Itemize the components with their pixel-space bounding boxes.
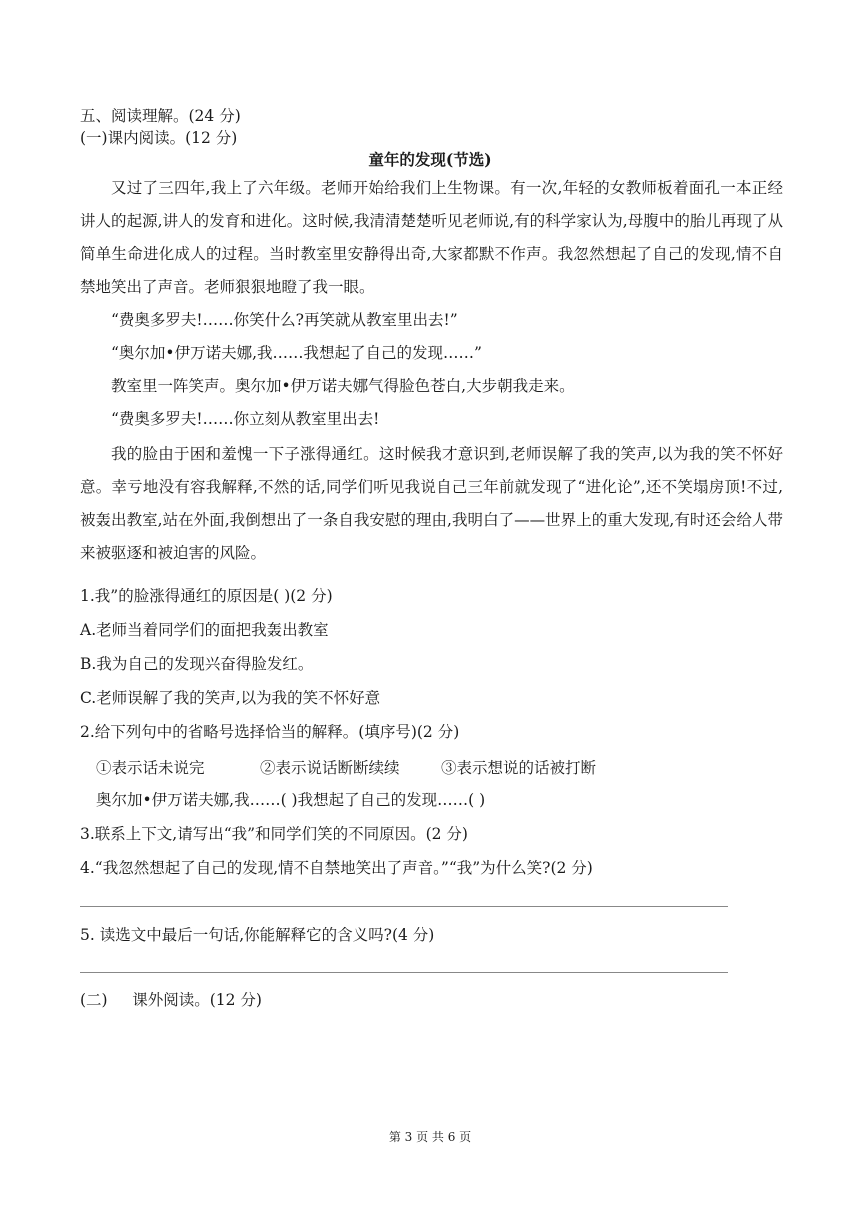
question-1-option-a: A.老师当着同学们的面把我轰出教室 <box>80 621 329 639</box>
passage-paragraph-4: 教室里一阵笑声。奥尔加•伊万诺夫娜气得脸色苍白,大步朝我走来。 <box>111 377 575 395</box>
passage-paragraph-5: “费奥多罗夫!……你立刻从教室里出去! <box>111 410 380 428</box>
passage-title: 童年的发现(节选) <box>368 150 492 169</box>
question-3: 3.联系上下文,请写出“我”和同学们笑的不同原因。(2 分) <box>80 825 468 843</box>
question-5: 5. 读选文中最后一句话,你能解释它的含义吗?(4 分) <box>80 926 435 944</box>
page-footer: 第 3 页 共 6 页 <box>388 1130 472 1144</box>
passage-paragraph-2: “费奥多罗夫!……你笑什么?再笑就从教室里出去!” <box>111 311 458 329</box>
question-2: 2.给下列句中的省略号选择恰当的解释。(填序号)(2 分) <box>80 723 460 741</box>
answer-line-4 <box>80 906 728 907</box>
question-1: 1.我”的脸涨得通红的原因是( )(2 分) <box>80 587 333 605</box>
subsection-title-extracurricular: (二) 课外阅读。(12 分) <box>80 991 262 1009</box>
passage-paragraph-1: 又过了三四年,我上了六年级。老师开始给我们上生物课。有一次,年轻的女教师板着面孔一本正经讲人的起源,讲人的发育和进化。这时候,我清清楚楚听见老师说,有的科学家认为,母腹中的胎儿再现了从简单生命进化成人的过程。当时教室里安静得出奇,大家都默不作声。我忽然想起了自己的发现,情不自禁地笑出了声音。老师狠狠地瞪了我一眼。 <box>80 179 783 296</box>
question-2-choice-2: ②表示说话断断续续 <box>260 759 400 777</box>
passage-paragraph-6: 我的脸由于困和羞愧一下子涨得通红。这时候我才意识到,老师误解了我的笑声,以为我的笑不怀好意。幸亏地没有容我解释,不然的话,同学们听见我说自己三年前就发现了“进化论”,还不笑塌房顶!不过,被轰出教室,站在外面,我倒想出了一条自我安慰的理由,我明白了——世界上的重大发现,有时还会给人带来被驱逐和被迫害的风险。 <box>80 445 783 562</box>
question-2-sentence: 奥尔加•伊万诺夫娜,我……( )我想起了自己的发现……( ) <box>96 791 486 809</box>
subsection-title-intext: (一)课内阅读。(12 分) <box>80 129 238 147</box>
question-1-option-b: B.我为自己的发现兴奋得脸发红。 <box>80 655 314 673</box>
section-title: 五、阅读理解。(24 分) <box>80 107 241 125</box>
question-2-choice-1: ①表示话未说完 <box>96 759 205 777</box>
answer-line-5 <box>80 972 728 973</box>
question-1-option-c: C.老师误解了我的笑声,以为我的笑不怀好意 <box>80 689 381 707</box>
passage-paragraph-3: “奥尔加•伊万诺夫娜,我……我想起了自己的发现……” <box>111 344 482 362</box>
question-2-choice-3: ③表示想说的话被打断 <box>441 759 597 777</box>
question-4: 4.“我忽然想起了自己的发现,情不自禁地笑出了声音。”“我”为什么笑?(2 分) <box>80 859 593 877</box>
